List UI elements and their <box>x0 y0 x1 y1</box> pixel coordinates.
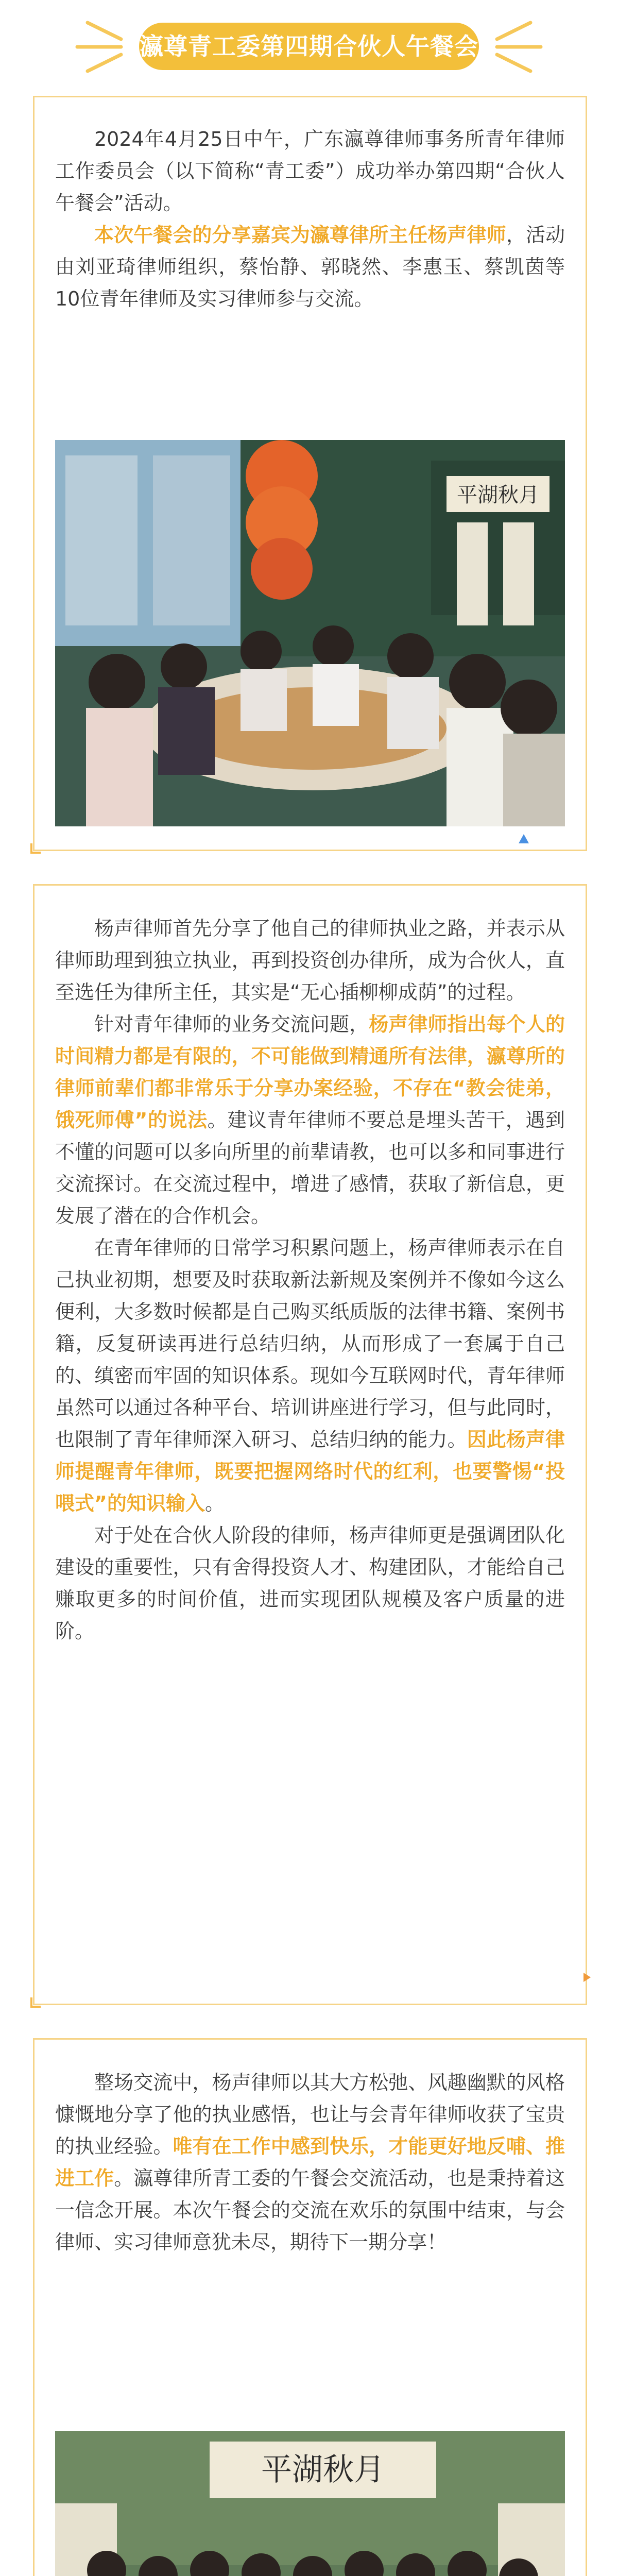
section-2-paragraph-4: 对于处在合伙人阶段的律师，杨声律师更是强调团队化建设的重要性，只有舍得投资人才、构建团队，才能给自己赚取更多的时间价值，进而实现团队规模及客户质量的进阶。 <box>55 1524 565 1642</box>
section-1-highlight: 本次午餐会的分享嘉宾为瀛尊律所主任杨声律师 <box>94 224 506 246</box>
section-1-text <box>55 123 565 315</box>
section-2-paragraph-2-end: 。建议青年律师不要总是埋头苦干，遇到不懂的问题可以多向所里的前辈请教，也可以多和同事进行交流探讨。在交流过程中，增进了感情，获取了新信息，更发展了潜在的合作机会。 <box>55 1109 565 1227</box>
section-3-paragraph-end: 。瀛尊律所青工委的午餐会交流活动，也是秉持着这一信念开展。本次午餐会的交流在欢乐的氛围中结束，与会律师、实习律师意犹未尽，期待下一期分享！ <box>55 2167 565 2253</box>
section-2-paragraph-2-start: 针对青年律师的业务交流问题， <box>94 1013 369 1036</box>
group-photo-2-image <box>55 2431 565 2576</box>
section-2-paragraph-2 <box>55 1008 565 1232</box>
section-3-paragraph-start: 整场交流中，杨声律师以其大方松弛、风趣幽默的风格慷慨地分享了他的执业感悟，也让与会青年律师收获了宝贵的执业经验。 <box>55 2071 565 2158</box>
section-3-paragraph-1 <box>55 2066 565 2258</box>
card-corner-decoration <box>30 1997 41 2008</box>
section-2-card <box>33 884 587 2005</box>
section-2-text <box>55 912 565 1647</box>
card-corner-decoration <box>30 843 41 854</box>
section-1-paragraph-1: 2024年4月25日中午，广东瀛尊律师事务所青年律师工作委员会（以下简称“青工委”）成功举办第四期“合伙人午餐会”活动。 <box>55 128 565 214</box>
section-1-paragraph-2 <box>55 219 565 315</box>
orange-arrow-icon <box>583 1973 591 1982</box>
group-photo-2-sign-text: 平湖秋月 <box>261 2452 385 2488</box>
title-left-rays-icon <box>57 19 124 75</box>
section-1-paragraph-2-rest: ，活动由刘亚琦律师组织，蔡怡静、郭晓然、李惠玉、蔡凯茵等10位青年律师及实习律师参与交流。 <box>55 224 565 310</box>
section-3-highlight: 唯有在工作中感到快乐，才能更好地反哺、推进工作 <box>55 2135 565 2190</box>
section-2-highlight-1: 杨声律师指出每个人的时间精力都是有限的，不可能做到精通所有法律，瀛尊所的律师前辈们都非常乐于分享办案经验，不存在“教会徒弟，饿死师傅”的说法 <box>55 1013 565 1131</box>
section-3-card <box>33 2038 587 2576</box>
section-2-paragraph-1: 杨声律师首先分享了他自己的律师执业之路，并表示从律师助理到独立执业，再到投资创办律所，成为合伙人，直至选任为律所主任，其实是“无心插柳柳成荫”的过程。 <box>55 917 565 1004</box>
group-photo-2 <box>55 2431 565 2576</box>
blue-triangle-icon <box>519 834 529 843</box>
lunch-photo-1-sign-text: 平湖秋月 <box>457 483 539 507</box>
section-2-paragraph-3 <box>55 1232 565 1519</box>
page-title: 瀛尊青工委第四期合伙人午餐会 <box>139 23 479 70</box>
title-right-rays-icon <box>494 19 561 75</box>
section-2-highlight-2: 因此杨声律师提醒青年律师，既要把握网络时代的红利，也要警惕“投喂式”的知识输入 <box>55 1428 565 1515</box>
title-banner <box>0 19 618 75</box>
section-2-paragraph-3-start: 在青年律师的日常学习积累问题上，杨声律师表示在自己执业初期，想要及时获取新法新规及案例并不像如今这么便利，大多数时候都是自己购买纸质版的法律书籍、案例书籍，反复研读再进行总结归纳，从而形成了一套属于自己的、缜密而牢固的知识体系。现如今互联网时代，青年律师虽然可以通过各种平台、培训讲座进行学习，但与此同时，也限制了青年律师深入研习、总结归纳的能力。 <box>55 1236 565 1451</box>
lunch-photo-1 <box>55 440 565 826</box>
lunch-photo-1-image <box>55 440 565 826</box>
section-2-paragraph-3-end: 。 <box>204 1492 225 1515</box>
section-1-card <box>33 96 587 851</box>
section-3-text <box>55 2066 565 2258</box>
